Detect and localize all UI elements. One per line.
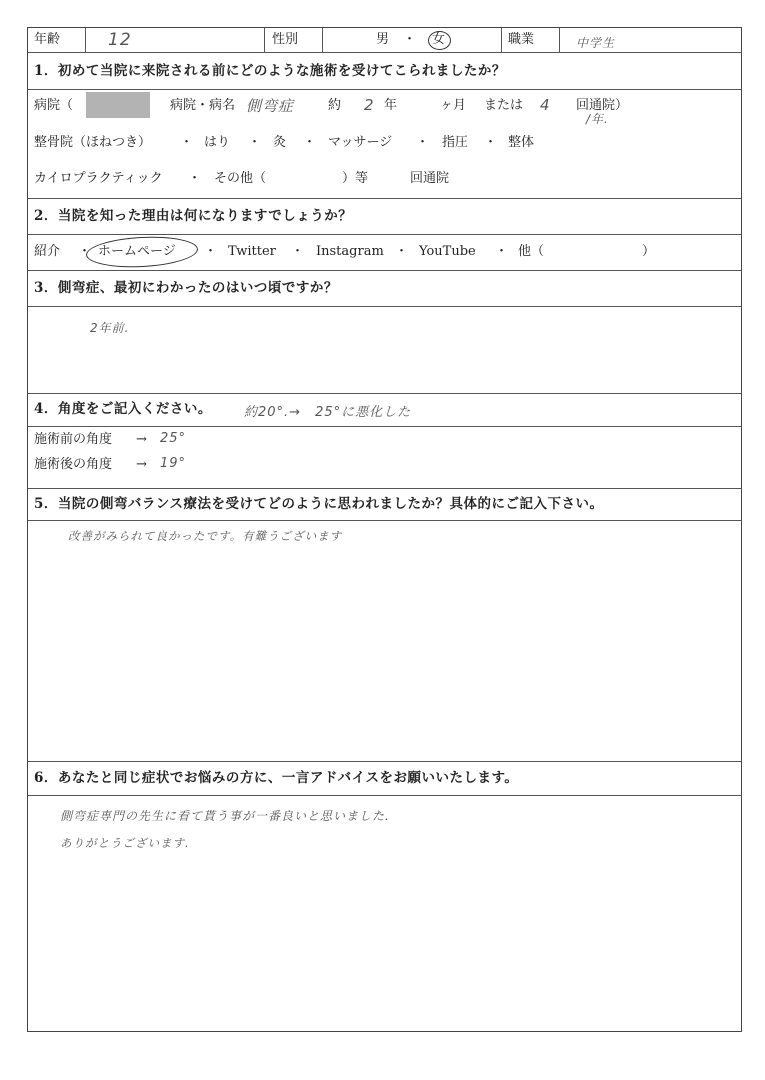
- divider: [28, 89, 741, 90]
- visits-label: 回通院）: [576, 98, 629, 113]
- separator: ・: [78, 244, 92, 259]
- months-label: ヶ月: [440, 98, 467, 113]
- option-youtube[interactable]: YouTube: [419, 244, 476, 259]
- age-value[interactable]: 12: [108, 30, 132, 50]
- divider: [28, 52, 741, 53]
- question-5-title: 5．当院の側弯バランス療法を受けてどのように思われましたか？具体的にご記入下さい。: [34, 496, 604, 512]
- gender-male[interactable]: 男: [376, 32, 390, 47]
- occupation-value[interactable]: 中学生: [576, 36, 616, 50]
- arrow: →: [136, 457, 147, 472]
- divider: [501, 28, 502, 52]
- separator: ・: [495, 244, 509, 259]
- option-other-close: ）等: [342, 171, 369, 186]
- question-4-note: 約20°.→ 25°に悪化した: [244, 405, 412, 420]
- separator: ・: [416, 135, 430, 150]
- divider: [322, 28, 323, 52]
- option-massage[interactable]: マッサージ: [328, 135, 393, 150]
- arrow: →: [136, 432, 147, 447]
- option-seikotsuin[interactable]: 整骨院（ほねつき）: [34, 135, 152, 150]
- after-angle-value[interactable]: 19°: [160, 456, 187, 471]
- divider: [85, 28, 86, 52]
- question-3-answer[interactable]: 2年前.: [90, 321, 130, 335]
- divider: [28, 795, 741, 796]
- question-1-title: 1．初めて当院に来院される前にどのような施術を受けてこられましたか？: [34, 63, 506, 79]
- questionnaire-form: [27, 27, 742, 1032]
- question-2-title: 2．当院を知った理由は何になりますでしょうか？: [34, 208, 353, 224]
- divider: [264, 28, 265, 52]
- after-angle-label: 施術後の角度: [34, 457, 113, 472]
- approx-label: 約: [328, 98, 342, 113]
- before-angle-value[interactable]: 25°: [160, 431, 187, 446]
- visits-note: /年.: [586, 112, 609, 126]
- separator: ・: [248, 135, 262, 150]
- hospital-disease-label: 病院・病名: [170, 98, 236, 113]
- option-instagram[interactable]: Instagram: [316, 244, 384, 259]
- separator: ・: [484, 135, 498, 150]
- gender-separator: ・: [403, 32, 417, 47]
- question-6-title: 6．あなたと同じ症状でお悩みの方に、一言アドバイスをお願いいたします。: [34, 770, 519, 786]
- divider: [28, 234, 741, 235]
- selection-circle: [85, 234, 198, 270]
- option-seitai[interactable]: 整体: [508, 135, 535, 150]
- divider: [28, 761, 741, 762]
- separator: ・: [303, 135, 317, 150]
- option-chiropractic[interactable]: カイロプラクティック: [34, 171, 163, 186]
- option-other-label: その他（: [214, 171, 267, 186]
- option-twitter[interactable]: Twitter: [228, 244, 276, 259]
- question-4-title: 4．角度をご記入ください。: [34, 401, 212, 417]
- divider: [28, 270, 741, 271]
- separator: ・: [180, 135, 194, 150]
- question-3-title: 3．側弯症、最初にわかったのはいつ頃ですか？: [34, 280, 338, 296]
- option-other[interactable]: 他（: [518, 244, 545, 259]
- before-angle-label: 施術前の角度: [34, 432, 113, 447]
- option-hari[interactable]: はり: [204, 135, 231, 150]
- selection-circle: [428, 31, 451, 50]
- years-value[interactable]: 2: [364, 96, 375, 114]
- divider: [559, 28, 560, 52]
- redacted-hospital-name: [86, 92, 150, 118]
- age-label: 年齢: [34, 32, 61, 47]
- divider: [28, 488, 741, 489]
- separator: ・: [188, 171, 202, 186]
- separator: ・: [395, 244, 409, 259]
- question-5-answer[interactable]: 改善がみられて良かったです。有難うございます: [68, 529, 343, 543]
- years-label: 年: [384, 98, 398, 113]
- divider: [28, 306, 741, 307]
- question-6-answer-line-2[interactable]: ありがとうございます.: [60, 836, 190, 850]
- or-label: または: [484, 98, 524, 113]
- divider: [28, 198, 741, 199]
- disease-value[interactable]: 側弯症: [246, 97, 295, 115]
- option-shiatsu[interactable]: 指圧: [442, 135, 469, 150]
- divider: [28, 393, 741, 394]
- option-other-close: ）: [642, 244, 656, 259]
- question-6-answer-line-1[interactable]: 側弯症専門の先生に看て貰う事が一番良いと思いました.: [60, 809, 390, 823]
- option-homepage[interactable]: ホームページ: [98, 244, 176, 259]
- divider: [28, 426, 741, 427]
- gender-label: 性別: [272, 32, 299, 47]
- option-referral[interactable]: 紹介: [34, 244, 61, 259]
- separator: ・: [291, 244, 305, 259]
- visits-value[interactable]: 4: [540, 96, 551, 114]
- occupation-label: 職業: [508, 32, 535, 47]
- option-kyu[interactable]: 灸: [273, 135, 287, 150]
- separator: ・: [204, 244, 218, 259]
- gender-female[interactable]: 女: [432, 32, 446, 47]
- hospital-label: 病院（: [34, 98, 74, 113]
- divider: [28, 520, 741, 521]
- visits-label-2: 回通院: [410, 171, 450, 186]
